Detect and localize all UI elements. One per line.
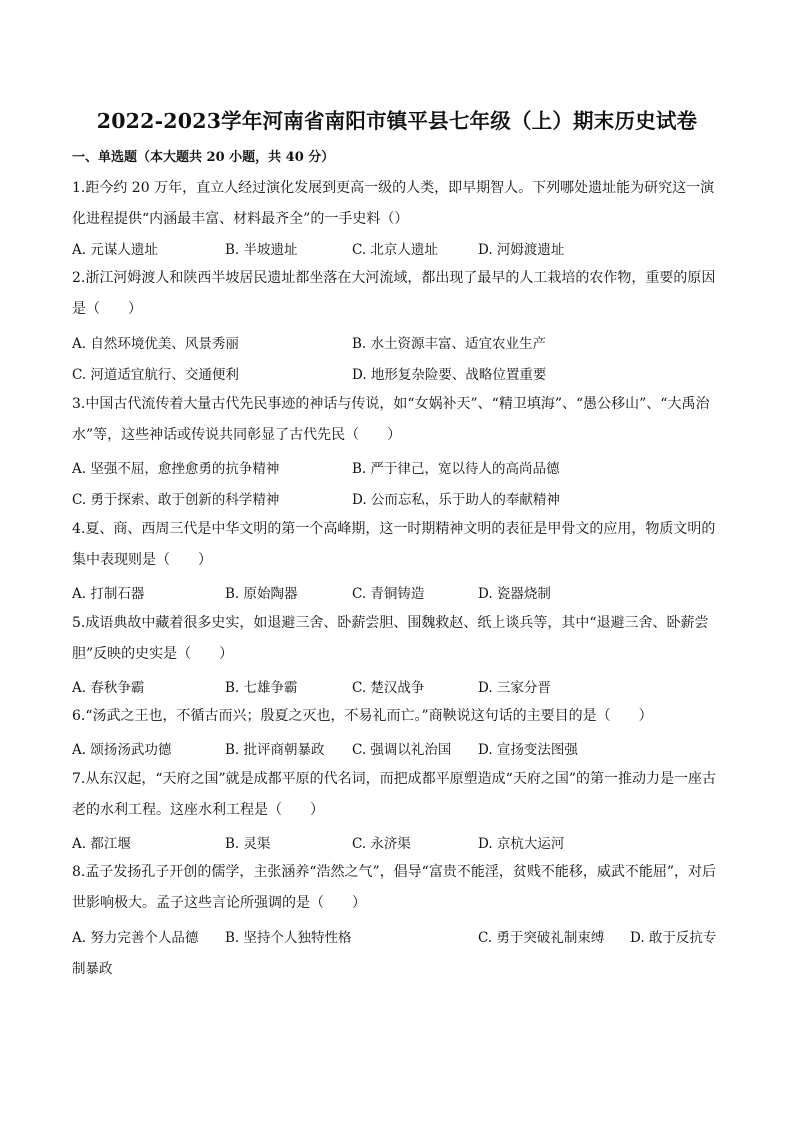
exam-title: 2022-2023学年河南省南阳市镇平县七年级（上）期末历史试卷 (96, 109, 698, 133)
question-7-stem: 7.从东汉起，“天府之国”就是成都平原的代名词，而把成都平原塑造成“天府之国”的第一推动力是一座古老的水利工程。这座水利工程是（ ） (72, 771, 716, 818)
question-8-option-d-continuation: 制暴政 (72, 961, 113, 977)
option-b: B. 批评商朝暴政 (225, 742, 325, 758)
question-1-options (72, 238, 732, 262)
option-c: C. 勇于突破礼制束缚 (478, 930, 605, 946)
question-3-options-row2 (72, 488, 732, 512)
option-b: B. 水土资源丰富、适宜农业生产 (352, 336, 547, 352)
question-4-options (72, 582, 732, 606)
option-d: D. 河姆渡遗址 (478, 242, 565, 258)
option-b: B. 坚持个人独特性格 (225, 930, 352, 946)
option-a: A. 春秋争霸 (72, 680, 145, 696)
question-8-stem: 8.孟子发扬孔子开创的儒学，主张涵养“浩然之气”，倡导“富贵不能淫，贫贱不能移，威武不能屈”，对后世影响极大。孟子这些言论所强调的是（ ） (72, 864, 716, 911)
option-a: A. 坚强不屈，愈挫愈勇的抗争精神 (72, 461, 280, 477)
option-a: A. 都江堰 (72, 836, 131, 852)
option-c: C. 青铜铸造 (352, 586, 425, 602)
question-2-options-row1 (72, 332, 732, 356)
question-6-options (72, 738, 732, 762)
question-7-options (72, 832, 732, 856)
option-c: C. 河道适宜航行、交通便利 (72, 367, 239, 383)
option-c: C. 北京人遗址 (352, 242, 438, 258)
option-a: A. 自然环境优美、风景秀丽 (72, 336, 239, 352)
question-4-stem: 4.夏、商、西周三代是中华文明的第一个高峰期，这一时期精神文明的表征是甲骨文的应用，物质文明的集中表现则是（ ） (72, 521, 716, 568)
question-2-stem: 2.浙江河姆渡人和陕西半坡居民遗址都坐落在大河流域，都出现了最早的人工栽培的农作物，重要的原因是（ ） (72, 270, 716, 317)
option-c: C. 勇于探索、敢于创新的科学精神 (72, 492, 280, 508)
option-b: B. 严于律己，宽以待人的高尚品德 (352, 461, 560, 477)
option-a: A. 颂扬汤武功德 (72, 742, 172, 758)
question-1-stem: 1.距今约 20 万年，直立人经过演化发展到更高一级的人类，即早期智人。下列哪处遗址能为研究这一演化进程提供“内涵最丰富、材料最齐全”的一手史料（） (72, 180, 715, 227)
question-3-stem: 3.中国古代流传着大量古代先民事迹的神话与传说，如“女娲补天”、“精卫填海”、“愚公移山”、“大禹治水”等，这些神话或传说共同彰显了古代先民（ ） (72, 396, 710, 443)
option-b: B. 原始陶器 (225, 586, 298, 602)
option-a: A. 打制石器 (72, 586, 145, 602)
question-5-options (72, 676, 732, 700)
option-a: A. 努力完善个人品德 (72, 930, 199, 946)
option-d: D. 京杭大运河 (478, 836, 565, 852)
option-d: D. 地形复杂险要、战略位置重要 (352, 367, 547, 383)
option-d: D. 瓷器烧制 (478, 586, 551, 602)
question-6-stem: 6.“汤武之王也，不循古而兴；殷夏之灭也，不易礼而亡。”商鞅说这句话的主要目的是（ ） (72, 708, 653, 724)
option-b: B. 灵渠 (225, 836, 271, 852)
option-c: C. 永济渠 (352, 836, 411, 852)
section-heading: 一、单选题（本大题共 20 小题，共 40 分） (72, 150, 335, 165)
question-3-options-row1 (72, 457, 732, 481)
question-2-options-row2 (72, 363, 732, 387)
question-5-stem: 5.成语典故中藏着很多史实，如退避三舍、卧薪尝胆、围魏救赵、纸上谈兵等，其中“退避三舍、卧薪尝胆”反映的史实是（ ） (72, 615, 709, 662)
question-8-options (72, 926, 732, 950)
option-d: D. 宣扬变法图强 (478, 742, 578, 758)
option-c: C. 强调以礼治国 (352, 742, 452, 758)
option-b: B. 半坡遗址 (225, 242, 298, 258)
option-d: D. 三家分晋 (478, 680, 551, 696)
option-d: D. 敢于反抗专 (630, 930, 717, 946)
option-d: D. 公而忘私，乐于助人的奉献精神 (352, 492, 560, 508)
option-b: B. 七雄争霸 (225, 680, 298, 696)
option-c: C. 楚汉战争 (352, 680, 425, 696)
option-a: A. 元谋人遗址 (72, 242, 158, 258)
